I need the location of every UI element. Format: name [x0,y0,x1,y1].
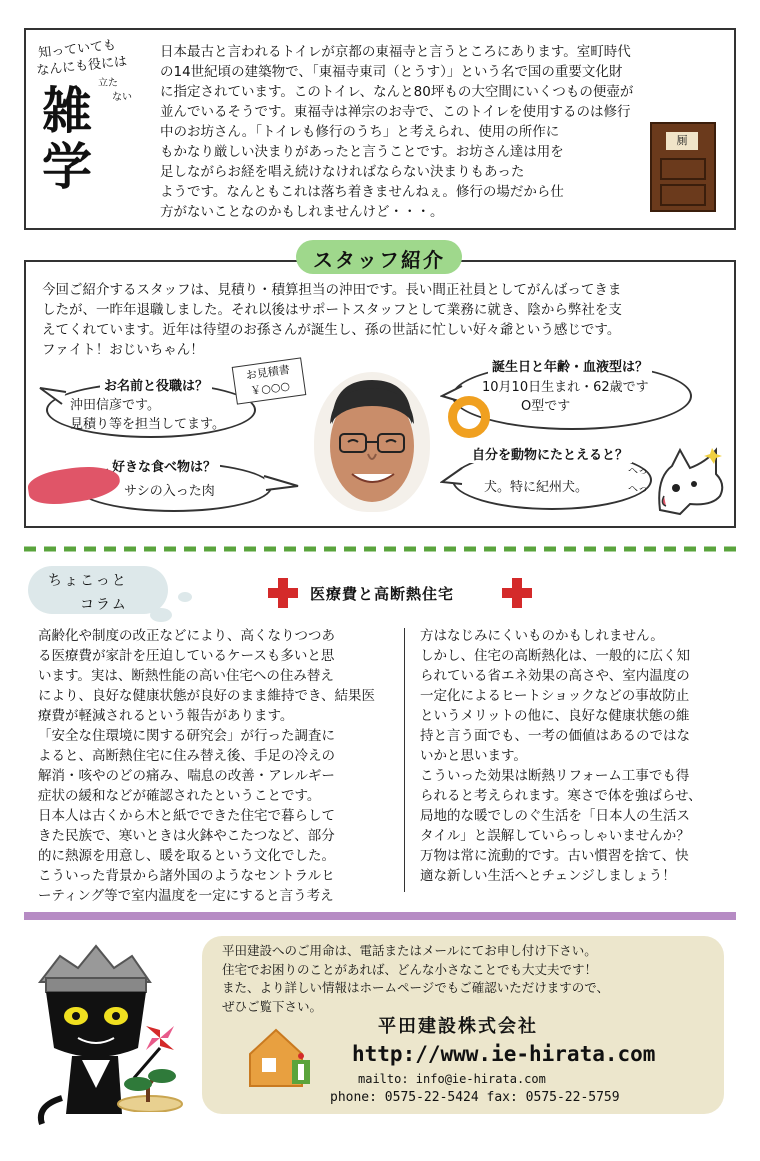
red-cross-icon [502,578,532,608]
estimate-tag-amount: ￥○○○ [249,379,291,398]
trivia-heading-gaku: 学 [42,138,92,196]
bubble-tail [262,474,302,494]
email-link[interactable]: mailto: info@ie-hirata.com [358,1072,546,1086]
trivia-tag-line1: 知っていても [37,37,117,62]
food-question: 好きな食べ物は？ [108,456,220,475]
animal-answer: 犬。特に紀州犬。 [484,480,589,495]
door-panel [660,158,706,180]
birthday-question: 誕生日と年齢・血液型は？ [488,356,652,375]
dog-sound1: へっ [628,466,648,477]
footer-message: 平田建設へのご用命は、電話またはメールにてお申し付け下さい。 住宅でお困りのことがあれば、どんな小さなことでも大丈夫です！ また、より詳しい情報はホームページでもご確認いただけますので、 ぜひご覧下さい。 [222,943,610,1014]
trivia-tag-line3: 立た [98,78,118,89]
estimate-tag-title: お見積書 [245,363,291,383]
trivia-tag-line4: ない [112,92,132,103]
bubble-tail [440,466,464,490]
column-badge-line1: ちょこっと [48,573,128,589]
website-link[interactable]: http://www.ie-hirata.com [352,1042,656,1066]
name-answer: 沖田信彦です。 見積り等を担当してます。 [70,398,225,432]
staff-intro: 今回ご紹介するスタッフは、見積り・積算担当の沖田です。長い間正社員としてがんばってきま したが、一昨年退職しました。それ以後はサポートスタッフとして業務に就き、陰から弊社を支 えてくれています。近年は待望のお孫さんが誕生し、孫の世話に忙しい好々爺という感じです。 ファイト！おじいちゃん！ [42,282,622,358]
trivia-heading-zatsu: 雑 [42,82,92,140]
house-logo-icon [246,1024,316,1090]
red-cross-icon [268,578,298,608]
birthday-answer: 10月10日生まれ・62歳です O型です [482,380,649,414]
name-question: お名前と役職は？ [100,375,212,394]
phone-fax: phone: 0575-22-5424 fax: 0575-22-5759 [330,1090,620,1105]
food-answer: サシの入った肉 [124,484,215,499]
door-plate: 厠 [666,132,698,150]
animal-question: 自分を動物にたとえると？ [468,444,632,463]
trivia-tag-line2: なんにも役には [35,54,128,79]
staff-portrait-illustration [314,372,430,512]
column-badge-bubble [178,592,192,602]
door-panel [660,184,706,206]
bubble-tail [38,386,68,406]
trivia-body: 日本最古と言われるトイレが京都の東福寺と言うところにあります。室町時代 の14世紀頃の建築物で、「東福寺東司（とうす）」という名で国の重要文化財 に指定されています。このトイレ、なんと80坪もの大空間にいくつもの便壺が 並んでいるそうです。東福寺は禅宗のお寺で、このトイレを使用するのは修行 中のお坊さん。「トイレも修行のうち」と考えられ、使用の所作に もかなり厳しい決まりがあったと言うことです。お坊さん達は用を 足しながらお経を唱え続けなければならない決まりもあった ようです。なんともこれは落ち着きませんねぇ。修行の場だから仕 方がないことなのかもしれませんけど・・・。 [160,44,634,220]
bonsai-icon [114,1064,186,1112]
staff-photo [314,372,430,512]
column-badge-bubble [150,608,172,622]
column-title: 医療費と高断熱住宅 [310,585,455,603]
staff-title: スタッフ紹介 [313,248,445,272]
company-name: 平田建設株式会社 [378,1016,538,1037]
dog-sound2: へっ [628,484,648,495]
donut-icon [448,396,490,438]
column-left-text: 高齢化や制度の改正などにより、高くなりつつあ る医療費が家計を圧迫しているケースも多いと思 います。実は、断熱性能の高い住宅への住み替え により、良好な健康状態が良好のまま維持でき、結果医 療費が軽減されるという報告があります。 「安全な住環境に関する研究会」が行った調査に よると、高断熱住宅に住み替え後、手足の冷えの 解消・咳やのどの痛み、喘息の改善・アレルギー 症状の緩和などが確認されたということです。 日本人は古くから木と紙でできた住宅で暮らして きた民族で、寒いときは火鉢やこたつなど、部分 的に熱源を用意し、暖を取るという文化でした。 こういった背景から諸外国のようなセントラルヒ ーティング等で室内温度を一定にすると言う考え [38,628,375,904]
dog-icon [650,444,730,516]
column-badge-line2: コラム [80,597,128,613]
column-rule [404,628,405,892]
footer-divider [24,912,736,920]
toilet-door-icon [650,122,716,212]
column-right-text: 方はなじみにくいものかもしれません。 しかし、住宅の高断熱化は、一般的に広く知 られている省エネ効果の高さや、室内温度の 一定化によるヒートショックなどの事故防止 というメリットの他に、良好な健康状態の維 持と言う面でも、一考の価値はあるのではな いかと思います。 こういった効果は断熱リフォーム工事でも得 られると考えられます。寒さで体を強ばらせ、 局地的な暖でしのぐ生活を「日本人の生活ス タイル」と誤解していらっしゃいませんか？ 万物は常に流動的です。古い慣習を捨て、快 適な新しい生活へとチェンジしましょう！ [420,628,702,884]
section-divider [24,546,736,552]
